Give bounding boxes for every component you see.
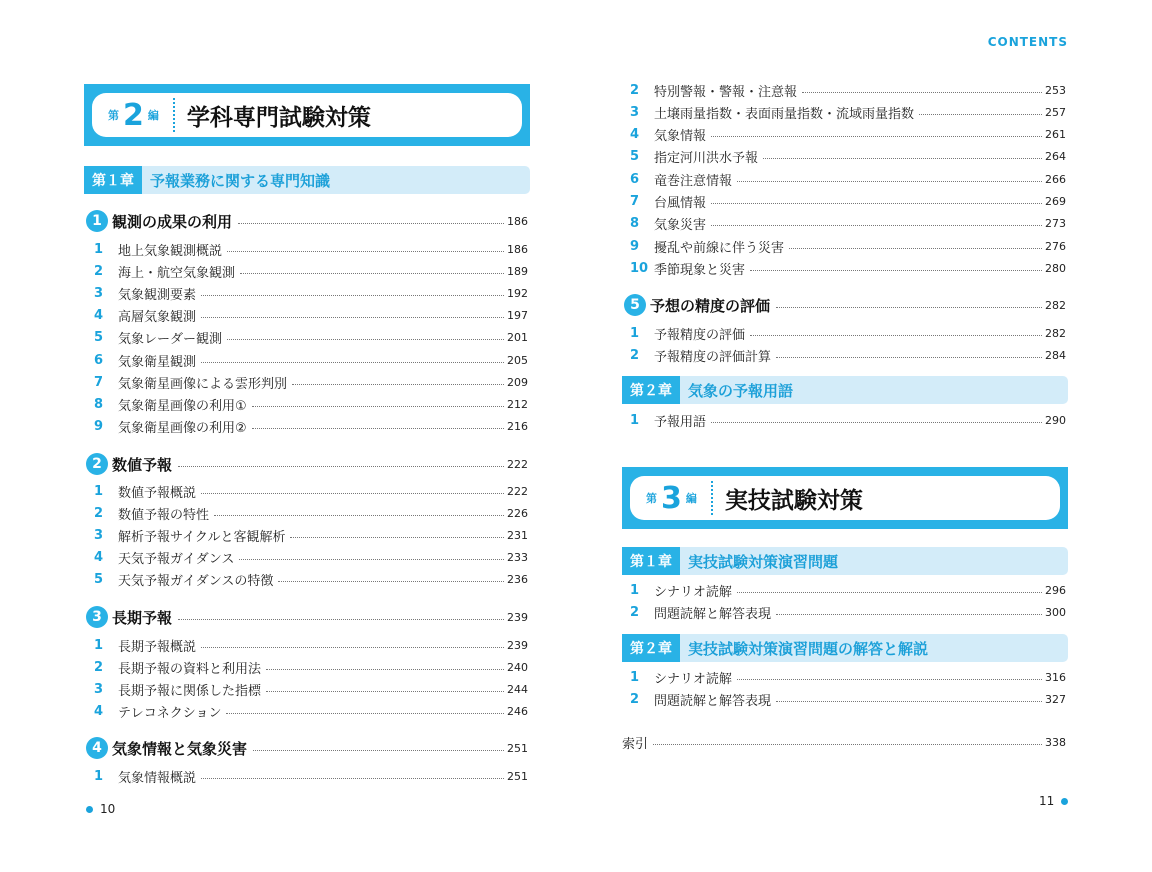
leader-dots (201, 295, 504, 296)
item-number: 3 (94, 681, 104, 697)
item-number: 5 (630, 149, 640, 165)
leader-dots (919, 114, 1042, 115)
toc-item[interactable] (630, 257, 1066, 279)
part-title: 学科専門試験対策 (186, 104, 371, 131)
item-title: 気象衛星画像による雲形判別 (118, 376, 288, 392)
leader-dots (292, 384, 504, 385)
item-number: 1 (94, 483, 104, 499)
item-number: 6 (630, 171, 640, 187)
section-title: 予想の精度の評価 (650, 296, 771, 315)
leader-dots (776, 357, 1042, 358)
item-title: シナリオ読解 (654, 671, 732, 687)
item-title: 数値予報の特性 (118, 507, 210, 523)
part-2-banner (84, 84, 530, 146)
section-number-badge: 5 (624, 294, 646, 316)
page-ref: 296 (1045, 583, 1066, 597)
leader-dots (750, 270, 1042, 271)
toc-item[interactable] (630, 322, 1066, 344)
leader-dots (253, 750, 504, 751)
leader-dots (711, 203, 1042, 204)
toc-item[interactable] (94, 634, 528, 656)
leader-dots (290, 537, 504, 538)
page-dot-icon (1061, 798, 1068, 805)
leader-dots (227, 251, 504, 252)
item-title: 土壌雨量指数・表面雨量指数・流域雨量指数 (654, 106, 915, 122)
chapter-tag: 第２章 (622, 634, 680, 662)
leader-dots (776, 307, 1042, 308)
page-ref: 216 (507, 420, 528, 434)
page-number-left: 10 (86, 802, 115, 816)
toc-item[interactable] (630, 666, 1066, 688)
toc-section[interactable] (86, 451, 528, 477)
leader-dots (178, 466, 504, 467)
item-title: 気象観測要素 (118, 287, 197, 303)
chapter-tag: 第１章 (622, 547, 680, 575)
part-3-banner (622, 467, 1068, 529)
part-prefix: 第 (646, 492, 657, 505)
page-ref: 261 (1045, 128, 1066, 142)
item-title: 気象情報概説 (118, 770, 197, 786)
leader-dots (789, 248, 1042, 249)
item-number: 4 (94, 308, 104, 324)
leader-dots (239, 559, 504, 560)
item-number: 1 (630, 325, 640, 341)
item-number: 1 (630, 669, 640, 685)
section-title: 観測の成果の利用 (112, 212, 233, 231)
section-number-badge: 4 (86, 737, 108, 759)
page-ref: 264 (1045, 150, 1066, 164)
part-suffix: 編 (685, 492, 697, 505)
toc-section[interactable] (86, 735, 528, 761)
page-ref: 316 (1045, 670, 1066, 684)
toc-item[interactable] (94, 569, 528, 591)
running-header: CONTENTS (987, 35, 1068, 49)
item-number: 9 (630, 238, 640, 254)
item-number: 9 (94, 419, 104, 435)
item-number: 7 (94, 374, 104, 390)
leader-dots (737, 679, 1042, 680)
item-number: 2 (630, 82, 640, 98)
page-ref: 239 (507, 638, 528, 652)
page-ref: 266 (1045, 172, 1066, 186)
toc-item[interactable] (630, 235, 1066, 257)
item-title: 気象災害 (654, 218, 707, 234)
page-ref: 327 (1045, 693, 1066, 706)
part-number: 2 (123, 97, 144, 133)
item-title: 解析予報サイクルと客観解析 (118, 529, 286, 545)
item-number: 1 (94, 637, 104, 653)
page-ref: 201 (507, 331, 528, 345)
item-number: 2 (630, 347, 640, 363)
item-title: 竜巻注意情報 (654, 173, 733, 189)
page-ref: 239 (507, 610, 528, 624)
page-ref: 222 (507, 484, 528, 498)
page-ref: 186 (507, 214, 528, 228)
item-number: 4 (94, 550, 104, 566)
leader-dots (711, 136, 1042, 137)
item-number: 2 (630, 605, 640, 620)
leader-dots (776, 614, 1042, 615)
item-title: 季節現象と災害 (654, 262, 746, 278)
page-ref: 231 (507, 528, 528, 542)
page-ref: 192 (507, 286, 528, 300)
toc-item[interactable] (94, 305, 528, 327)
page-dot-icon (86, 806, 93, 813)
page-ref: 276 (1045, 239, 1066, 253)
leader-dots (252, 406, 504, 407)
item-number: 4 (630, 127, 640, 143)
item-title: 高層気象観測 (118, 310, 197, 326)
leader-dots (227, 339, 504, 340)
page-ref: 251 (507, 769, 528, 783)
toc-item[interactable] (630, 124, 1066, 146)
leader-dots (201, 493, 504, 494)
page-ref: 300 (1045, 606, 1066, 619)
page-number-right: 11 (1039, 794, 1068, 808)
item-title: 気象衛星画像の利用① (118, 398, 247, 414)
chapter-title: 気象の予報用語 (688, 381, 794, 400)
item-title: 特別警報・警報・注意報 (654, 84, 798, 100)
page-ref: 236 (507, 573, 528, 587)
page-ref: 269 (1045, 195, 1066, 208)
leader-dots (240, 273, 504, 274)
item-title: 擾乱や前線に伴う災害 (654, 240, 785, 256)
leader-dots (201, 362, 504, 363)
leader-dots (711, 422, 1042, 423)
page-ref: 205 (507, 353, 528, 367)
leader-dots (252, 428, 504, 429)
item-number: 1 (630, 582, 640, 598)
toc-item[interactable] (630, 168, 1066, 190)
toc-section[interactable] (624, 292, 1066, 318)
section-number-badge: 2 (86, 453, 108, 475)
part-divider (173, 98, 175, 132)
part-prefix: 第 (108, 109, 119, 122)
page-ref: 338 (1045, 735, 1066, 749)
toc-item[interactable] (94, 765, 528, 787)
toc-item[interactable] (94, 260, 528, 282)
chapter-tag: 第１章 (84, 166, 142, 194)
section-title: 気象情報と気象災害 (112, 739, 248, 758)
item-number: 2 (94, 659, 104, 675)
item-title: 予報精度の評価計算 (654, 349, 772, 365)
leader-dots (201, 778, 504, 779)
item-title: 長期予報の資料と利用法 (118, 661, 262, 677)
toc-item[interactable] (94, 547, 528, 569)
leader-dots (238, 223, 504, 224)
section-number-badge: 3 (86, 606, 108, 628)
leader-dots (214, 515, 504, 516)
page-ref: 240 (507, 660, 528, 674)
toc-item[interactable] (94, 393, 528, 415)
item-title: 予報用語 (654, 414, 707, 430)
page-ref: 209 (507, 375, 528, 389)
part-number: 3 (661, 480, 682, 516)
chapter-title: 実技試験対策演習問題の解答と解説 (688, 639, 929, 658)
toc-item[interactable] (94, 238, 528, 260)
chapter-title: 予報業務に関する専門知識 (150, 171, 331, 190)
part-suffix: 編 (147, 109, 159, 122)
item-number: 3 (630, 104, 640, 120)
item-title: 台風情報 (654, 196, 707, 211)
page-ref: 226 (507, 506, 528, 520)
toc-item[interactable] (630, 409, 1066, 431)
item-number: 1 (94, 768, 104, 784)
item-title: 天気予報ガイダンスの特徴 (118, 574, 274, 590)
toc-item[interactable] (630, 213, 1066, 235)
part-title: 実技試験対策 (724, 487, 863, 514)
item-number: 2 (94, 263, 104, 279)
item-title: 気象情報 (654, 129, 707, 145)
toc-item[interactable] (630, 79, 1066, 101)
chapter-heading[interactable] (622, 634, 1068, 662)
page-ref: 280 (1045, 261, 1066, 275)
item-title: 気象レーダー観測 (118, 332, 223, 348)
item-title: 予報精度の評価 (654, 327, 746, 343)
item-number: 8 (94, 396, 104, 412)
item-number: 3 (94, 285, 104, 301)
leader-dots (653, 744, 1042, 745)
leader-dots (278, 581, 504, 582)
page-ref: 197 (507, 309, 528, 323)
toc-item[interactable] (630, 146, 1066, 168)
toc-section[interactable] (86, 208, 528, 234)
toc-item[interactable] (630, 344, 1066, 366)
leader-dots (201, 317, 504, 318)
page-ref: 233 (507, 551, 528, 565)
leader-dots (737, 592, 1042, 593)
chapter-heading[interactable] (622, 547, 1068, 575)
toc-item[interactable] (94, 480, 528, 502)
toc-item[interactable] (94, 371, 528, 393)
item-number: 1 (630, 412, 640, 428)
chapter-title: 実技試験対策演習問題 (688, 552, 839, 571)
item-title: 気象衛星画像の利用② (118, 421, 247, 437)
toc-item[interactable] (94, 327, 528, 349)
leader-dots (737, 181, 1042, 182)
page-ref: 257 (1045, 105, 1066, 119)
item-title: シナリオ読解 (654, 584, 732, 600)
leader-dots (776, 701, 1042, 702)
page-ref: 251 (507, 741, 528, 755)
toc-item[interactable] (630, 101, 1066, 123)
item-number: 2 (630, 692, 640, 707)
leader-dots (750, 335, 1042, 336)
toc-item[interactable] (94, 349, 528, 371)
page-ref: 189 (507, 264, 528, 278)
page-ref: 222 (507, 457, 528, 471)
leader-dots (178, 619, 504, 620)
toc-item[interactable] (94, 416, 528, 438)
toc-item[interactable] (94, 282, 528, 304)
toc-item[interactable] (94, 524, 528, 546)
item-number: 10 (630, 260, 649, 276)
leader-dots (763, 158, 1042, 159)
toc-item[interactable] (630, 602, 1066, 624)
index-entry[interactable] (622, 731, 1066, 753)
leader-dots (711, 225, 1042, 226)
item-number: 5 (94, 572, 104, 588)
item-number: 2 (94, 505, 104, 521)
item-title: 海上・航空気象観測 (118, 265, 236, 281)
page-ref: 284 (1045, 348, 1066, 362)
section-title: 長期予報 (112, 608, 173, 627)
chapter-tag: 第２章 (622, 376, 680, 404)
chapter-heading[interactable] (622, 376, 1068, 404)
section-number-badge: 1 (86, 210, 108, 232)
page-ref: 186 (507, 242, 528, 256)
item-title: テレコネクション (118, 706, 222, 722)
item-number: 7 (630, 194, 640, 209)
item-title: 長期予報概説 (118, 639, 197, 655)
toc-item[interactable] (94, 701, 528, 723)
page-ref: 246 (507, 705, 528, 719)
item-number: 5 (94, 330, 104, 346)
page-ref: 282 (1045, 326, 1066, 340)
item-number: 8 (630, 216, 640, 232)
leader-dots (226, 713, 504, 714)
item-title: 問題読解と解答表現 (654, 607, 772, 622)
index-title: 索引 (622, 736, 649, 752)
item-number: 3 (94, 527, 104, 543)
leader-dots (266, 691, 504, 692)
page-ref: 273 (1045, 217, 1066, 231)
item-title: 地上気象観測概説 (118, 243, 223, 259)
section-title: 数値予報 (112, 455, 173, 474)
leader-dots (201, 647, 504, 648)
toc-item[interactable] (630, 579, 1066, 601)
page-ref: 212 (507, 397, 528, 411)
page-ref: 244 (507, 682, 528, 696)
item-title: 気象衛星観測 (118, 354, 197, 370)
item-title: 天気予報ガイダンス (118, 552, 235, 568)
page-ref: 290 (1045, 413, 1066, 427)
item-title: 数値予報概説 (118, 485, 197, 501)
toc-item[interactable] (94, 678, 528, 700)
leader-dots (266, 669, 504, 670)
toc-item[interactable] (630, 689, 1066, 711)
page-ref: 253 (1045, 83, 1066, 97)
item-number: 4 (94, 704, 104, 720)
toc-item[interactable] (94, 502, 528, 524)
chapter-heading[interactable] (84, 166, 530, 194)
leader-dots (802, 92, 1042, 93)
part-divider (711, 481, 713, 515)
item-number: 6 (94, 352, 104, 368)
toc-section[interactable] (86, 604, 528, 630)
item-title: 長期予報に関係した指標 (118, 683, 262, 699)
item-title: 指定河川洪水予報 (654, 151, 759, 167)
item-title: 問題読解と解答表現 (654, 694, 772, 709)
page-ref: 282 (1045, 298, 1066, 312)
item-number: 1 (94, 241, 104, 257)
toc-item[interactable] (630, 191, 1066, 213)
toc-item[interactable] (94, 656, 528, 678)
